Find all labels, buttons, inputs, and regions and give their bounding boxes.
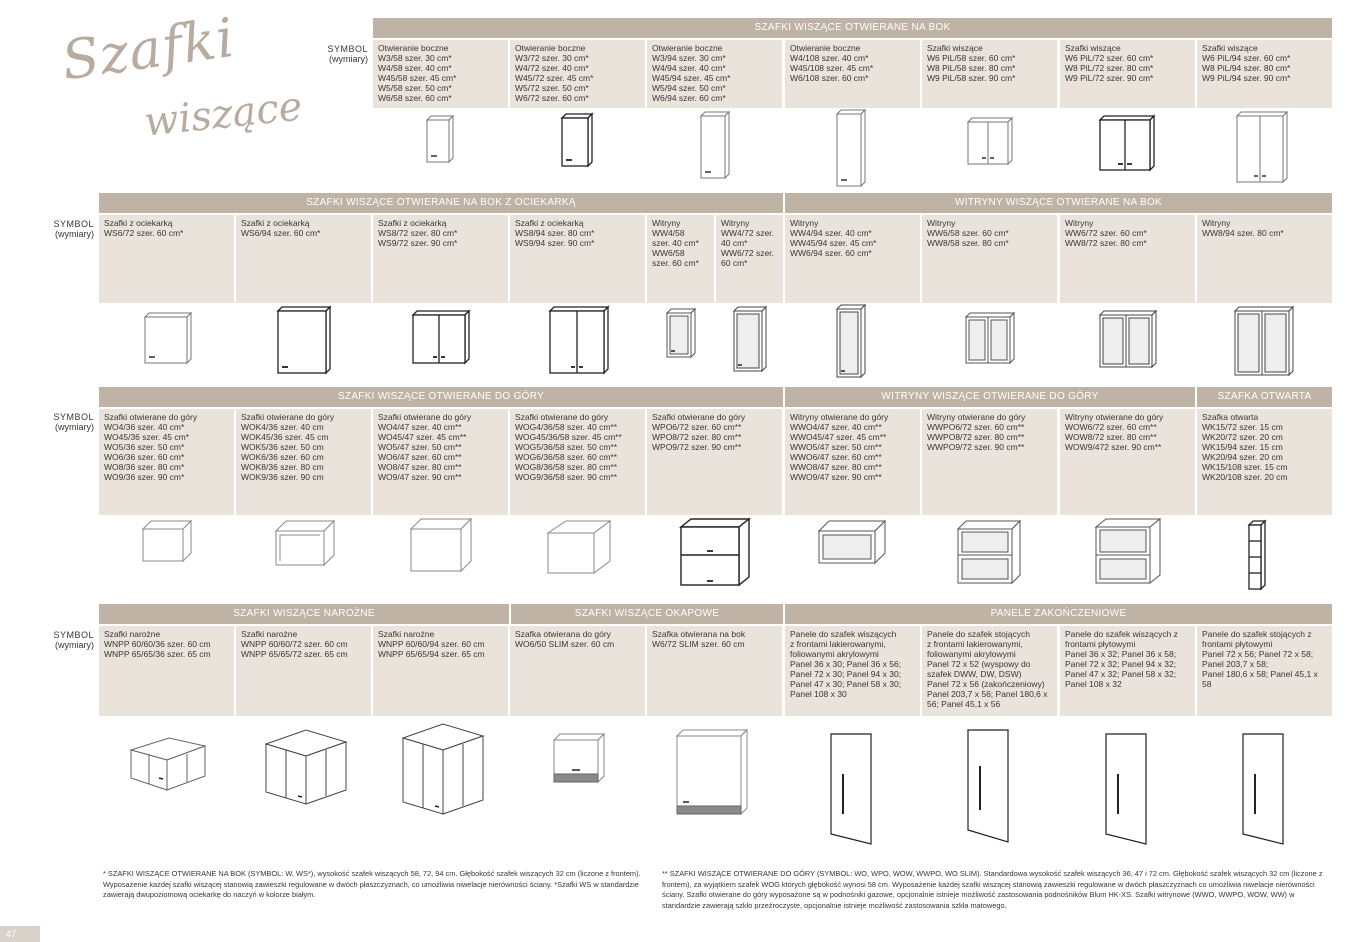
cabinet-drawing	[236, 303, 371, 385]
page-title-line1: Szafki	[58, 5, 239, 93]
section-header: SZAFKI WISZĄCE OTWIERANE DO GÓRY	[99, 387, 783, 407]
cabinet-drawing	[647, 303, 714, 385]
cabinet-card	[510, 40, 645, 192]
cabinet-card	[510, 409, 645, 602]
cabinet-desc: Otwieranie boczne W3/94 szer. 30 cm* W4/94 szer. 40 cm* W45/94 szer. 45 cm* W5/94 szer. 50 cm* W6/94 szer. 60 cm*	[647, 40, 782, 108]
cabinet-drawing	[99, 515, 234, 602]
cabinet-card	[373, 215, 508, 385]
cabinet-card	[647, 626, 782, 862]
cabinet-card	[99, 626, 234, 862]
cabinet-card	[373, 626, 508, 862]
cabinet-desc: Panele do szafek wiszących z frontami lakierowanymi, foliowanymi akrylowymi Panel 36 x 30; Panel 36 x 56; Panel 72 x 30; Panel 94 x 30; Panel 47 x 30; Panel 58 x 30; Panel 108 x 30	[785, 626, 920, 716]
cabinet-desc: Witryny WW4/58 szer. 40 cm* WW6/58 szer. 60 cm*	[647, 215, 714, 303]
section-header: SZAFKA OTWARTA	[1197, 387, 1332, 407]
cabinet-drawing	[785, 108, 920, 192]
cabinet-drawing	[922, 515, 1057, 602]
symbol-label-row4: SYMBOL (wymiary)	[53, 630, 94, 650]
section-header: PANELE ZAKOŃCZENIOWE	[785, 604, 1332, 624]
cabinet-drawing	[1197, 515, 1332, 602]
cabinet-desc: Szafki z ociekarką WS6/72 szer. 60 cm*	[99, 215, 234, 303]
page-number: 47	[0, 926, 40, 942]
cabinet-desc: Otwieranie boczne W3/72 szer. 30 cm* W4/72 szer. 40 cm* W45/72 szer. 45 cm* W5/72 szer. 50 cm* W6/72 szer. 60 cm*	[510, 40, 645, 108]
cabinet-drawing	[647, 716, 782, 862]
cabinet-desc: Witryny otwierane do góry WWPO6/72 szer. 60 cm** WWPO8/72 szer. 80 cm** WWPO9/72 szer. 90 cm**	[922, 409, 1057, 515]
cabinet-drawing	[1197, 303, 1332, 385]
cabinet-drawing	[785, 303, 920, 385]
cabinet-card	[922, 215, 1057, 385]
cabinet-card	[647, 215, 714, 385]
cabinet-desc: Szafki otwierane do góry WOK4/36 szer. 40 cm WOK45/36 szer. 45 cm WOK5/36 szer. 50 cm WOK6/36 szer. 60 cm WOK8/36 szer. 80 cm WOK9/36 szer. 90 cm	[236, 409, 371, 515]
cabinet-desc: Szafka otwierana na bok W6/72 SLIM szer. 60 cm	[647, 626, 782, 716]
cabinet-card	[922, 40, 1057, 192]
section-header: WITRYNY WISZĄCE OTWIERANE NA BOK	[785, 193, 1332, 213]
cabinet-desc: Witryny otwierane do góry WOW6/72 szer. 60 cm** WOW8/72 szer. 80 cm** WOW9/472 szer. 90 cm**	[1060, 409, 1195, 515]
cabinet-card	[1060, 409, 1195, 602]
cabinet-desc: Szafka otwierana do góry WO6/50 SLIM szer. 60 cm	[510, 626, 645, 716]
cabinet-desc: Szafki otwierane do góry WO4/47 szer. 40 cm** WO45/47 szer. 45 cm** WO5/47 szer. 50 cm** WO6/47 szer. 60 cm** WO8/47 szer. 80 cm** WO9/47 szer. 90 cm**	[373, 409, 508, 515]
panel-drawing	[1060, 716, 1195, 862]
cabinet-desc: Witryny WW4/94 szer. 40 cm* WW45/94 szer. 45 cm* WW6/94 szer. 60 cm*	[785, 215, 920, 303]
cabinet-desc: Witryny WW6/72 szer. 60 cm* WW8/72 szer. 80 cm*	[1060, 215, 1195, 303]
cabinet-card	[99, 215, 234, 385]
cabinet-card	[1197, 40, 1332, 192]
cabinet-card	[647, 40, 782, 192]
footnote-right: ** SZAFKI WISZĄCE OTWIERANE DO GÓRY (SYMBOL: WO, WPO, WOW, WWPO, WO SLIM). Standardowa wysokość szafek wiszących 36, 47 i 72 cm. Głębokość szafek wiszących 32 cm (liczone z frontem), za wyjątkiem szafek WOG których głębokość wynosi 58 cm. Wyposażenie każdej szafki wiszącej stanowią zawieszki regulowane w dwóch płaszczyznach co umożliwia niwelacje nierówności ściany. Szafki otwierane do góry wyposażone są w podnośniki gazowe, opcjonalnie istnieje możliwość zastosowania podnośników Blum HK-XS. Szafki witrynowe (WWO, WWPO, WOW, WW) w standardzie zawierają szkło przeźroczyste, opcjonalnie istnieje możliwość zastosowania szkła matowego.	[662, 869, 1323, 910]
cabinet-drawing	[510, 515, 645, 602]
symbol-label-row2: SYMBOL (wymiary)	[53, 219, 94, 239]
cabinet-desc: Panele do szafek stojących z frontami płytowymi Panel 72 x 56; Panel 72 x 58; Panel 203,7 x 58; Panel 180,6 x 58; Panel 45,1 x 58	[1197, 626, 1332, 716]
cabinet-card	[99, 409, 234, 602]
cabinet-desc: Otwieranie boczne W3/58 szer. 30 cm* W4/58 szer. 40 cm* W45/58 szer. 45 cm* W5/58 szer. 50 cm* W6/58 szer. 60 cm*	[373, 40, 508, 108]
cabinet-card	[1060, 215, 1195, 385]
cabinet-desc: Szafki wiszące W6 PiL/72 szer. 60 cm* W8 PiL/72 szer. 80 cm* W9 PiL/72 szer. 90 cm*	[1060, 40, 1195, 108]
cabinet-desc: Szafki narożne WNPP 60/60/36 szer. 60 cm WNPP 65/65/36 szer. 65 cm	[99, 626, 234, 716]
cabinet-desc: Szafki z ociekarką WS8/94 szer. 80 cm* WS9/94 szer. 90 cm*	[510, 215, 645, 303]
page-title	[58, 5, 305, 160]
page-title-line2: wiszące	[142, 83, 305, 146]
cabinet-drawing	[99, 716, 234, 862]
cabinet-desc: Witryny WW8/94 szer. 80 cm*	[1197, 215, 1332, 303]
section-header: WITRYNY WISZĄCE OTWIERANE DO GÓRY	[785, 387, 1195, 407]
cabinet-drawing	[647, 108, 782, 192]
cabinet-desc: Panele do szafek stojących z frontami lakierowanymi, foliowanymi akrylowymi Panel 72 x 52 (wyspowy do szafek DWW, DW, DSW) Panel 72 x 56 (zakończeniowy) Panel 203,7 x 56; Panel 180,6 x 56; Panel 45,1 x 56	[922, 626, 1057, 716]
cabinet-desc: Szafki z ociekarką WS8/72 szer. 80 cm* WS9/72 szer. 90 cm*	[373, 215, 508, 303]
cabinet-drawing	[373, 716, 508, 862]
symbol-label-row1: SYMBOL (wymiary)	[327, 44, 368, 64]
cabinet-desc: Szafka otwarta WK15/72 szer. 15 cm WK20/72 szer. 20 cm WK15/94 szer. 15 cm WK20/94 szer. 20 cm WK15/108 szer. 15 cm WK20/108 szer. 20 cm	[1197, 409, 1332, 515]
panel-drawing	[922, 716, 1057, 862]
cabinet-card	[1060, 40, 1195, 192]
cabinet-card	[1060, 626, 1195, 862]
cabinet-drawing	[373, 303, 508, 385]
cabinet-card	[373, 40, 508, 192]
cabinet-card	[785, 626, 920, 862]
section-header: SZAFKI WISZĄCE OTWIERANE NA BOK Z OCIEKARKĄ	[99, 193, 783, 213]
cabinet-card	[647, 409, 782, 602]
cabinet-desc: Szafki narożne WNPP 60/60/72 szer. 60 cm WNPP 65/65/72 szer. 65 cm	[236, 626, 371, 716]
cabinet-card	[922, 626, 1057, 862]
cabinet-card	[373, 409, 508, 602]
section-header: SZAFKI WISZĄCE OTWIERANE NA BOK	[373, 18, 1332, 38]
panel-drawing	[1197, 716, 1332, 862]
cabinet-card	[236, 215, 371, 385]
cabinet-drawing	[510, 108, 645, 192]
cabinet-desc: Szafki otwierane do góry WPO6/72 szer. 60 cm** WPO8/72 szer. 80 cm** WPO9/72 szer. 90 cm**	[647, 409, 782, 515]
cabinet-drawing	[236, 716, 371, 862]
cabinet-drawing	[236, 515, 371, 602]
cabinet-drawing	[785, 515, 920, 602]
cabinet-desc: Witryny otwierane do góry WWO4/47 szer. 40 cm** WWO45/47 szer. 45 cm** WWO5/47 szer. 50 cm** WWO6/47 szer. 60 cm** WWO8/47 szer. 80 cm** WWO9/47 szer. 90 cm**	[785, 409, 920, 515]
cabinet-drawing	[922, 108, 1057, 192]
section-header: SZAFKI WISZĄCE NAROŻNE	[99, 604, 509, 624]
cabinet-card	[236, 626, 371, 862]
cabinet-drawing	[1060, 515, 1195, 602]
cabinet-card	[510, 626, 645, 862]
cabinet-desc: Witryny WW6/58 szer. 60 cm* WW8/58 szer. 80 cm*	[922, 215, 1057, 303]
cabinet-card	[510, 215, 645, 385]
footnote-left: * SZAFKI WISZĄCE OTWIERANE NA BOK (SYMBOL: W, WS*), wysokość szafek wiszących 58, 72, 94 cm. Głębokość szafek wiszących 32 cm (liczone z frontem). Wyposażenie każdej szafki wiszącej stanowią zawieszki regulowane w dwóch płaszczyznach, co umożliwia niwelacje nierówności ściany. *Szafki WS w standardzie zawierają dwupoziomową ociekarkę do naczyń w kolorze białym.	[103, 869, 641, 899]
cabinet-desc: Szafki narożne WNPP 60/60/94 szer. 60 cm WNPP 65/65/94 szer. 65 cm	[373, 626, 508, 716]
cabinet-drawing	[716, 303, 783, 385]
cabinet-drawing	[922, 303, 1057, 385]
cabinet-desc: Panele do szafek wiszących z frontami płytowymi Panel 36 x 32; Panel 36 x 58; Panel 72 x 32; Panel 94 x 32; Panel 47 x 32; Panel 58 x 32; Panel 108 x 32	[1060, 626, 1195, 716]
cabinet-desc: Szafki otwierane do góry WOG4/36/58 szer. 40 cm** WOG45/36/58 szer. 45 cm** WOG5/36/58 szer. 50 cm** WOG6/36/58 szer. 60 cm** WOG8/36/58 szer. 80 cm** WOG9/36/58 szer. 90 cm**	[510, 409, 645, 515]
cabinet-desc: Szafki wiszące W6 PiL/58 szer. 60 cm* W8 PiL/58 szer. 80 cm* W9 PiL/58 szer. 90 cm*	[922, 40, 1057, 108]
panel-drawing	[785, 716, 920, 862]
cabinet-drawing	[510, 716, 645, 862]
cabinet-drawing	[647, 515, 782, 602]
cabinet-desc: Witryny WW4/72 szer. 40 cm* WW6/72 szer. 60 cm*	[716, 215, 783, 303]
cabinet-desc: Szafki otwierane do góry WO4/36 szer. 40 cm* WO45/36 szer. 45 cm* WO5/36 szer. 50 cm* WO6/36 szer. 60 cm* WO8/36 szer. 80 cm* WO9/36 szer. 90 cm*	[99, 409, 234, 515]
cabinet-card	[1197, 215, 1332, 385]
cabinet-drawing	[373, 108, 508, 192]
symbol-label-row3: SYMBOL (wymiary)	[53, 412, 94, 432]
cabinet-card	[1197, 409, 1332, 602]
cabinet-card	[716, 215, 783, 385]
cabinet-drawing	[510, 303, 645, 385]
cabinet-drawing	[1197, 108, 1332, 192]
cabinet-drawing	[1060, 303, 1195, 385]
cabinet-card	[922, 409, 1057, 602]
section-header: SZAFKI WISZĄCE OKAPOWE	[511, 604, 783, 624]
cabinet-desc: Otwieranie boczne W4/108 szer. 40 cm* W45/108 szer. 45 cm* W6/108 szer. 60 cm*	[785, 40, 920, 108]
cabinet-card	[1197, 626, 1332, 862]
cabinet-drawing	[373, 515, 508, 602]
cabinet-card	[785, 215, 920, 385]
cabinet-desc: Szafki z ociekarką WS6/94 szer. 60 cm*	[236, 215, 371, 303]
cabinet-card	[785, 40, 920, 192]
cabinet-card	[236, 409, 371, 602]
cabinet-drawing	[99, 303, 234, 385]
cabinet-desc: Szafki wiszące W6 PiL/94 szer. 60 cm* W8 PiL/94 szer. 80 cm* W9 PiL/94 szer. 90 cm*	[1197, 40, 1332, 108]
cabinet-drawing	[1060, 108, 1195, 192]
cabinet-card	[785, 409, 920, 602]
